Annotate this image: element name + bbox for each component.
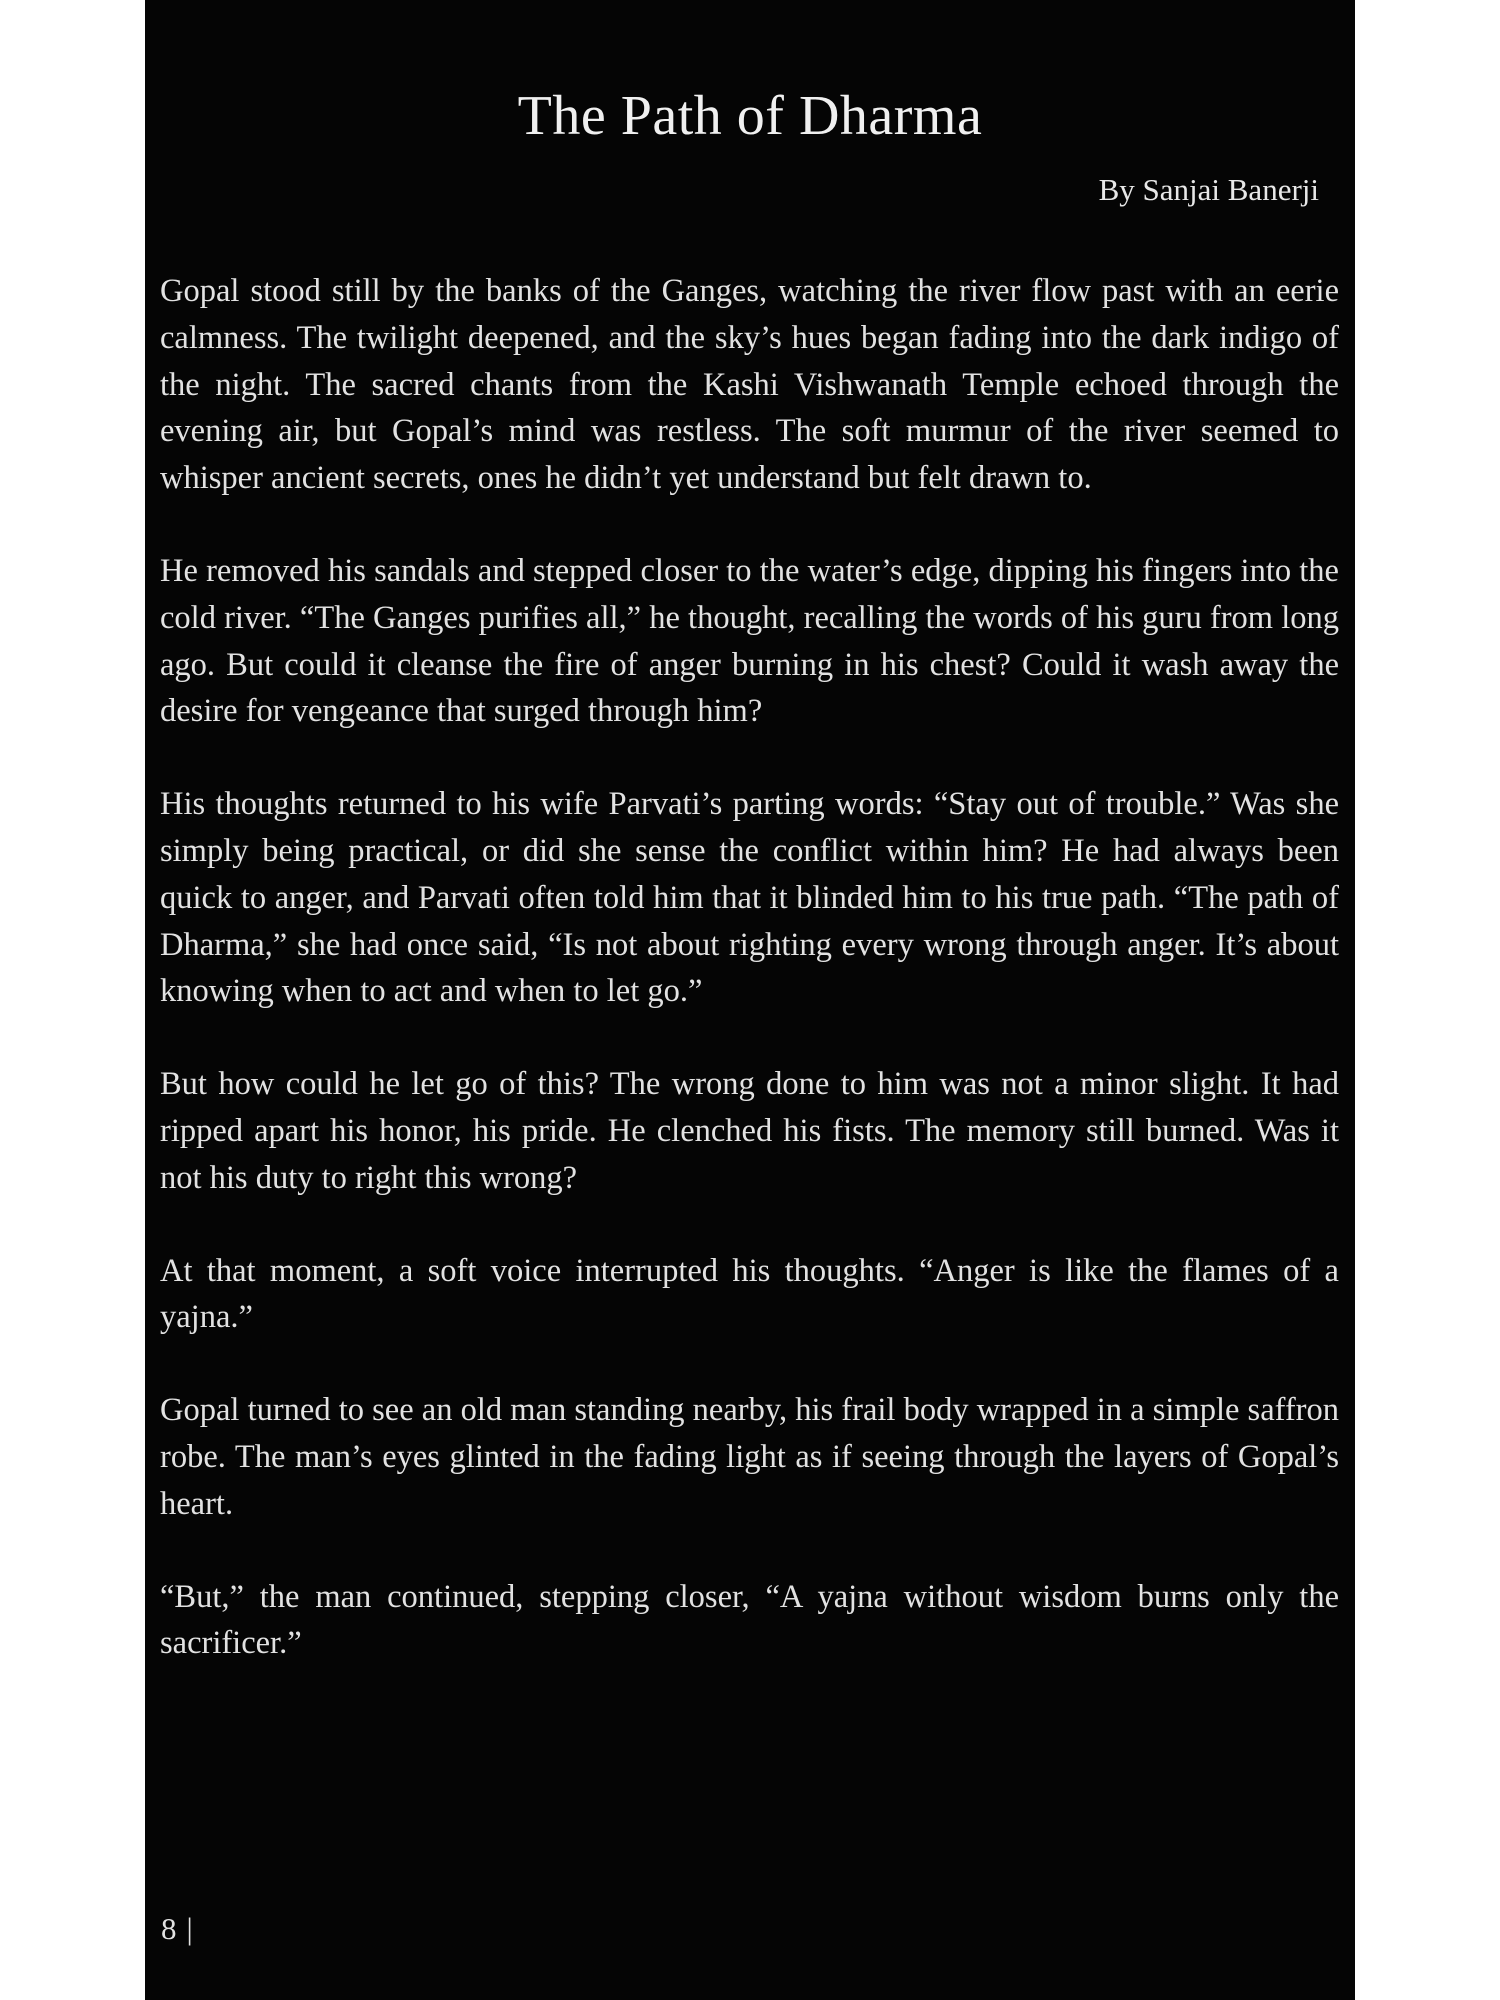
story-title: The Path of Dharma	[517, 85, 983, 147]
paragraph: Gopal stood still by the banks of the Ganges, watching the river flow past with an eerie calmness. The twilight deepened, and the sky’s hues began fading into the dark indigo of the night. The sacred chants from the Kashi Vishwanath Temple echoed through the evening air, but Gopal’s mind was restless. The soft murmur of the river seemed to whisper ancient secrets, ones he didn’t yet understand but felt drawn to.	[160, 273, 1339, 497]
page-number: 8	[161, 1911, 177, 1946]
page-number-separator: |	[186, 1911, 193, 1946]
book-page	[145, 0, 1355, 2000]
paragraph: At that moment, a soft voice interrupted his thoughts. “Anger is like the flames of a yajna.”	[160, 1252, 1339, 1336]
paragraph: His thoughts returned to his wife Parvati’s parting words: “Stay out of trouble.” Was she simply being practical, or did she sense the conflict within him? He had always been quick to anger, and Parvati often told him that it blinded him to his true path. “The path of Dharma,” she had once said, “Is not about righting every wrong through anger. It’s about knowing when to act and when to let go.”	[160, 786, 1339, 1010]
story-body	[160, 268, 1339, 1713]
author-byline: By Sanjai Banerji	[1098, 172, 1319, 207]
paragraph: “But,” the man continued, stepping closer, “A yajna without wisdom burns only the sacrificer.”	[160, 1578, 1339, 1662]
paragraph: But how could he let go of this? The wrong done to him was not a minor slight. It had ripped apart his honor, his pride. He clenched his fists. The memory still burned. Was it not his duty to right this wrong?	[160, 1066, 1339, 1196]
paragraph: He removed his sandals and stepped closer to the water’s edge, dipping his fingers into the cold river. “The Ganges purifies all,” he thought, recalling the words of his guru from long ago. But could it cleanse the fire of anger burning in his chest? Could it wash away the desire for vengeance that surged through him?	[160, 552, 1339, 730]
paragraph: Gopal turned to see an old man standing nearby, his frail body wrapped in a simple saffron robe. The man’s eyes glinted in the fading light as if seeing through the layers of Gopal’s heart.	[160, 1392, 1339, 1522]
page-number-footer	[161, 1909, 193, 1949]
